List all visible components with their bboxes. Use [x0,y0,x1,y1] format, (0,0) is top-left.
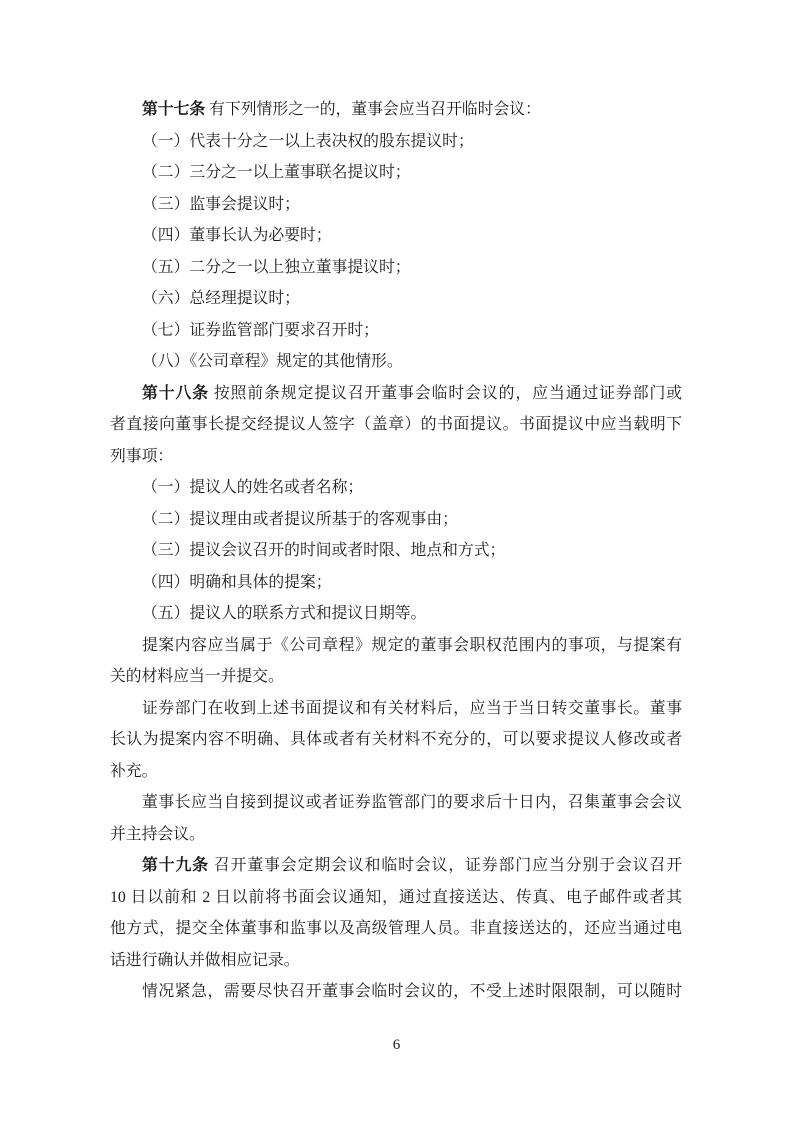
text-line: 者直接向董事长提交经提议人签字（盖章）的书面提议。书面提议中应当载明下 [110,416,682,433]
article-number: 第十七条 [142,101,206,118]
text-line: （二）三分之一以上董事联名提议时； [142,164,411,181]
text-line: （六）总经理提议时； [142,290,300,307]
text-line: （三）提议会议召开的时间或者时限、地点和方式； [142,542,506,559]
text-line: 长认为提案内容不明确、具体或者有关材料不充分的，可以要求提议人修改或者 [110,731,682,748]
text-line: （三）监事会提议时； [142,195,300,213]
text-line: 关的材料应当一并提交。 [110,668,284,685]
text-line: 补充。 [110,762,158,780]
text-line: 第十七条 有下列情形之一的，董事会应当召开临时会议： [142,101,541,118]
text-line: 并主持会议。 [110,825,205,843]
text-line: （七）证券监管部门要求召开时； [142,321,379,339]
text-line: （八）《公司章程》规定的其他情形。 [142,353,403,370]
text-line: 列事项： [110,447,174,465]
article-number: 第十八条 [142,384,210,402]
text-line: （二）提议理由或者提议所基于的客观事由； [142,510,458,528]
text-line: （一）代表十分之一以上表决权的股东提议时； [142,132,474,150]
text-line: 第十九条 召开董事会定期会议和临时会议，证券部门应当分别于会议召开 [142,857,682,874]
text-line: （四）明确和具体的提案； [142,573,332,591]
text-line: （五）提议人的联系方式和提议日期等。 [142,605,427,622]
text-line: 第十八条 按照前条规定提议召开董事会临时会议的，应当通过证券部门或 [142,384,682,402]
text-line: 提案内容应当属于《公司章程》规定的董事会职权范围内的事项，与提案有 [142,636,682,654]
text-line: （一）提议人的姓名或者名称； [142,479,364,496]
text-line: （五）二分之一以上独立董事提议时； [142,258,411,276]
text-line: 董事长应当自接到提议或者证券监管部门的要求后十日内，召集董事会会议 [142,794,682,811]
text-line: 情况紧急，需要尽快召开董事会临时会议的，不受上述时限限制，可以随时 [142,983,682,1000]
text-line: （四）董事长认为必要时； [142,227,332,244]
document-body [110,94,682,1008]
article-number: 第十九条 [142,857,210,874]
text-line: 话进行确认并做相应记录。 [110,951,300,969]
text-line: 证券部门在收到上述书面提议和有关材料后，应当于当日转交董事长。董事 [142,699,682,717]
text-line: 10 日以前和 2 日以前将书面会议通知，通过直接送达、传真、电子邮件或者其 [110,888,682,906]
text-line: 他方式，提交全体董事和监事以及高级管理人员。非直接送达的，还应当通过电 [110,920,682,937]
page-number: 6 [392,1037,401,1053]
